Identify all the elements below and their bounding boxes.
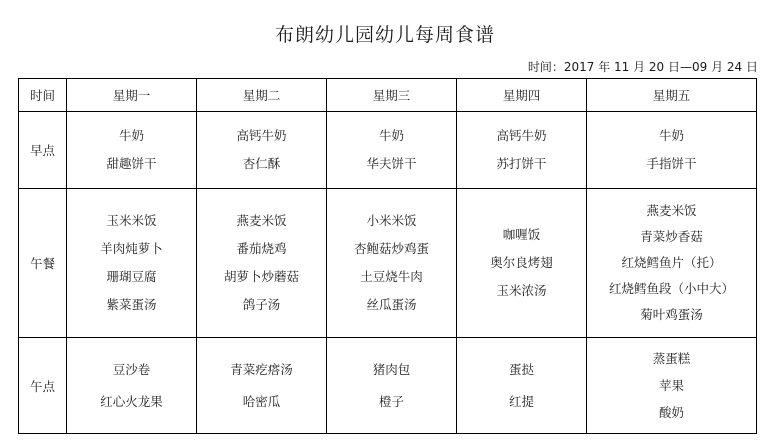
menu-item: 高钙牛奶 bbox=[496, 128, 547, 143]
corner-header: 时间 bbox=[19, 79, 67, 112]
menu-item: 蛋挞 bbox=[508, 361, 534, 377]
menu-cell bbox=[327, 189, 457, 338]
menu-item: 牛奶 bbox=[118, 128, 144, 143]
menu-item: 菊叶鸡蛋汤 bbox=[640, 307, 703, 322]
page-title: 布朗幼儿园幼儿每周食谱 bbox=[274, 24, 495, 46]
menu-cell bbox=[67, 338, 197, 434]
menu-item: 番茄烧鸡 bbox=[236, 241, 287, 256]
menu-cell bbox=[197, 189, 327, 338]
day-header-wednesday: 星期三 bbox=[327, 79, 457, 112]
meal-label: 午点 bbox=[19, 338, 67, 434]
day-header-thursday: 星期四 bbox=[457, 79, 587, 112]
menu-cell bbox=[197, 112, 327, 189]
menu-item: 青菜炒香菇 bbox=[640, 229, 703, 244]
menu-item: 哈密瓜 bbox=[242, 393, 281, 409]
menu-item: 苏打饼干 bbox=[496, 156, 547, 171]
menu-item: 高钙牛奶 bbox=[236, 128, 287, 143]
menu-cell bbox=[457, 112, 587, 189]
header-row bbox=[19, 79, 757, 112]
menu-item: 豆沙卷 bbox=[112, 361, 151, 377]
menu-item: 胡萝卜炒蘑菇 bbox=[223, 269, 299, 284]
menu-cell bbox=[67, 189, 197, 338]
menu-item: 蒸蛋糕 bbox=[652, 350, 691, 366]
menu-item: 珊瑚豆腐 bbox=[106, 269, 157, 284]
menu-cell bbox=[67, 112, 197, 189]
menu-item: 小米米饭 bbox=[366, 213, 417, 228]
menu-item: 红烧鳕鱼段（小中大） bbox=[608, 281, 734, 296]
menu-item: 玉米米饭 bbox=[106, 213, 157, 228]
menu-item: 紫菜蛋汤 bbox=[106, 297, 157, 312]
day-header-friday: 星期五 bbox=[587, 79, 757, 112]
menu-item: 酸奶 bbox=[658, 404, 684, 420]
menu-item: 杏仁酥 bbox=[242, 156, 281, 171]
day-header-monday: 星期一 bbox=[67, 79, 197, 112]
menu-item: 丝瓜蛋汤 bbox=[366, 297, 417, 312]
menu-item: 橙子 bbox=[378, 393, 404, 409]
day-header-tuesday: 星期二 bbox=[197, 79, 327, 112]
menu-item: 燕麦米饭 bbox=[236, 213, 287, 228]
menu-item: 手指饼干 bbox=[646, 156, 697, 171]
menu-item: 咖喱饭 bbox=[502, 227, 541, 242]
weekly-menu-table bbox=[18, 78, 757, 434]
date-range: 时间：2017 年 11 月 20 日—09 月 24 日 bbox=[527, 60, 758, 74]
meal-row-lunch bbox=[19, 189, 757, 338]
menu-item: 青菜疙瘩汤 bbox=[230, 361, 293, 377]
menu-cell bbox=[587, 338, 757, 434]
menu-item: 甜趣饼干 bbox=[106, 156, 157, 171]
menu-item: 燕麦米饭 bbox=[646, 203, 697, 218]
menu-item: 杏鲍菇炒鸡蛋 bbox=[353, 241, 429, 256]
menu-item: 华夫饼干 bbox=[366, 156, 417, 171]
menu-cell bbox=[587, 189, 757, 338]
menu-item: 羊肉炖萝卜 bbox=[100, 241, 163, 256]
meal-row-afternoon-snack bbox=[19, 338, 757, 434]
meal-row-breakfast bbox=[19, 112, 757, 189]
menu-item: 牛奶 bbox=[378, 128, 404, 143]
menu-item: 苹果 bbox=[658, 377, 684, 393]
meal-label: 早点 bbox=[19, 112, 67, 189]
menu-item: 牛奶 bbox=[658, 128, 684, 143]
menu-item: 玉米浓汤 bbox=[496, 283, 547, 298]
menu-item: 红烧鳕鱼片（托） bbox=[621, 255, 722, 270]
menu-item: 土豆烧牛肉 bbox=[360, 269, 423, 284]
menu-cell bbox=[457, 189, 587, 338]
menu-item: 鸽子汤 bbox=[242, 297, 281, 312]
menu-item: 红提 bbox=[508, 393, 534, 409]
menu-item: 奥尔良烤翅 bbox=[490, 255, 553, 270]
menu-cell bbox=[327, 112, 457, 189]
meal-label: 午餐 bbox=[19, 189, 67, 338]
menu-item: 红心火龙果 bbox=[100, 393, 163, 409]
menu-cell bbox=[327, 338, 457, 434]
menu-cell bbox=[587, 112, 757, 189]
menu-cell bbox=[197, 338, 327, 434]
menu-cell bbox=[457, 338, 587, 434]
menu-item: 猪肉包 bbox=[372, 361, 411, 377]
